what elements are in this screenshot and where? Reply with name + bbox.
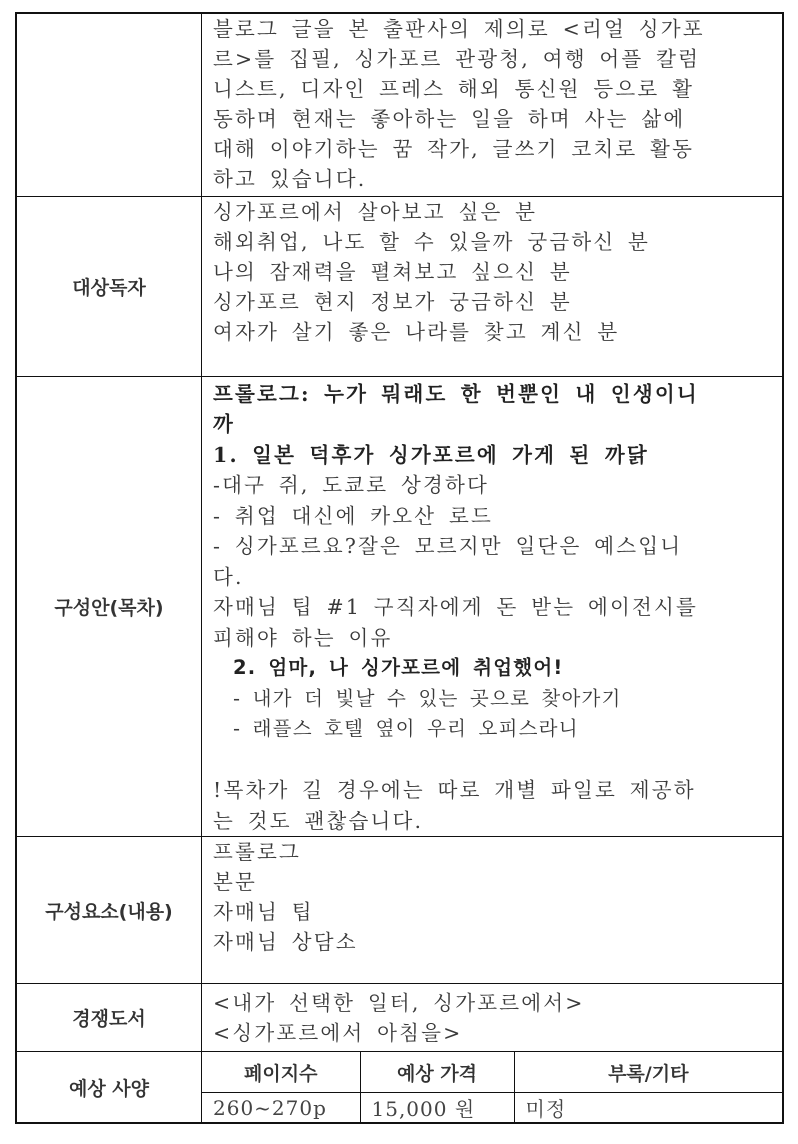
text-line: 르>를 집필, 싱가포르 관광청, 여행 어플 칼럼	[213, 47, 701, 71]
competing-book: <내가 선택한 일터, 싱가포르에서>	[213, 990, 585, 1015]
header-page-count: 페이지수	[202, 1052, 360, 1093]
target-readers-list	[202, 196, 784, 376]
expected-specs-cell	[202, 1052, 784, 1124]
author-description	[202, 13, 784, 196]
header-appendix: 부록/기타	[514, 1052, 782, 1093]
competing-books-list	[202, 984, 784, 1052]
target-readers-label: 대상독자	[16, 196, 202, 376]
components-row	[16, 837, 783, 984]
toc-chapter-1: 1. 일본 덕후가 싱가포르에 가게 된 까닭	[213, 442, 649, 467]
text-line: 대해 이야기하는 꿈 작가, 글쓰기 코치로 활동	[213, 137, 695, 161]
component-item: 본문	[213, 870, 258, 894]
toc-tip: 자매님 팁 #1 구직자에게 돈 받는 에이전시를	[213, 595, 698, 619]
competing-books-row	[16, 984, 783, 1052]
specs-subtable	[202, 1052, 782, 1122]
components-list	[202, 837, 784, 984]
specs-header-row	[202, 1052, 782, 1093]
toc-note: !목차가 길 경우에는 따로 개별 파일로 제공하	[213, 778, 696, 802]
component-item: 프롤로그	[213, 840, 302, 864]
value-expected-price: 15,000 원	[360, 1093, 514, 1123]
blank-line	[213, 745, 772, 776]
toc-content	[202, 376, 784, 837]
value-page-count: 260~270p	[202, 1093, 360, 1123]
toc-item: - 싱가포르요?잘은 모르지만 일단은 예스입니	[213, 534, 683, 558]
toc-item: - 래플스 호텔 옆이 우리 오피스라니	[233, 717, 579, 740]
toc-prologue: 프롤로그: 누가 뭐래도 한 번뿐인 내 인생이니	[213, 381, 699, 406]
toc-row	[16, 376, 783, 837]
toc-prologue-cont: 까	[213, 412, 236, 436]
book-proposal-table	[15, 12, 784, 1124]
component-item: 자매님 팁	[213, 900, 314, 924]
expected-specs-label: 예상 사양	[16, 1052, 202, 1124]
reader-item: 싱가포르 현지 정보가 궁금하신 분	[213, 289, 572, 314]
header-expected-price: 예상 가격	[360, 1052, 514, 1093]
reader-item: 나의 잠재력을 펼쳐보고 싶으신 분	[213, 259, 572, 284]
text-line: 니스트, 디자인 프레스 해외 통신원 등으로 활	[213, 77, 695, 101]
toc-item: - 취업 대신에 카오산 로드	[213, 503, 494, 528]
toc-tip-cont: 피해야 하는 이유	[213, 625, 393, 650]
expected-specs-row	[16, 1052, 783, 1124]
toc-label: 구성안(목차)	[16, 376, 202, 837]
toc-chapter-2: 2. 엄마, 나 싱가포르에 취업했어!	[233, 656, 564, 679]
author-label	[16, 13, 202, 196]
reader-item: 해외취업, 나도 할 수 있을까 궁금하신 분	[213, 229, 651, 254]
toc-note-cont: 는 것도 괜찮습니다.	[213, 808, 424, 833]
author-row	[16, 13, 783, 196]
competing-book: <싱가포르에서 아침을>	[213, 1020, 463, 1045]
competing-books-label: 경쟁도서	[16, 984, 202, 1052]
components-label: 구성요소(내용)	[16, 837, 202, 984]
specs-value-row	[202, 1093, 782, 1123]
reader-item: 싱가포르에서 살아보고 싶은 분	[213, 199, 538, 224]
value-appendix: 미정	[514, 1093, 782, 1123]
reader-item: 여자가 살기 좋은 나라를 찾고 계신 분	[213, 319, 620, 344]
text-line: 블로그 글을 본 출판사의 제의로 <리얼 싱가포	[213, 17, 705, 41]
component-item: 자매님 상담소	[213, 930, 358, 954]
toc-item: -대구 쥐, 도쿄로 상경하다	[213, 473, 490, 497]
text-line: 동하며 현재는 좋아하는 일을 하며 사는 삶에	[213, 107, 686, 131]
toc-item: 다.	[213, 564, 244, 589]
target-readers-row	[16, 196, 783, 376]
toc-item: - 내가 더 빛날 수 있는 곳으로 찾아가기	[233, 686, 622, 710]
text-line: 하고 있습니다.	[213, 167, 367, 191]
